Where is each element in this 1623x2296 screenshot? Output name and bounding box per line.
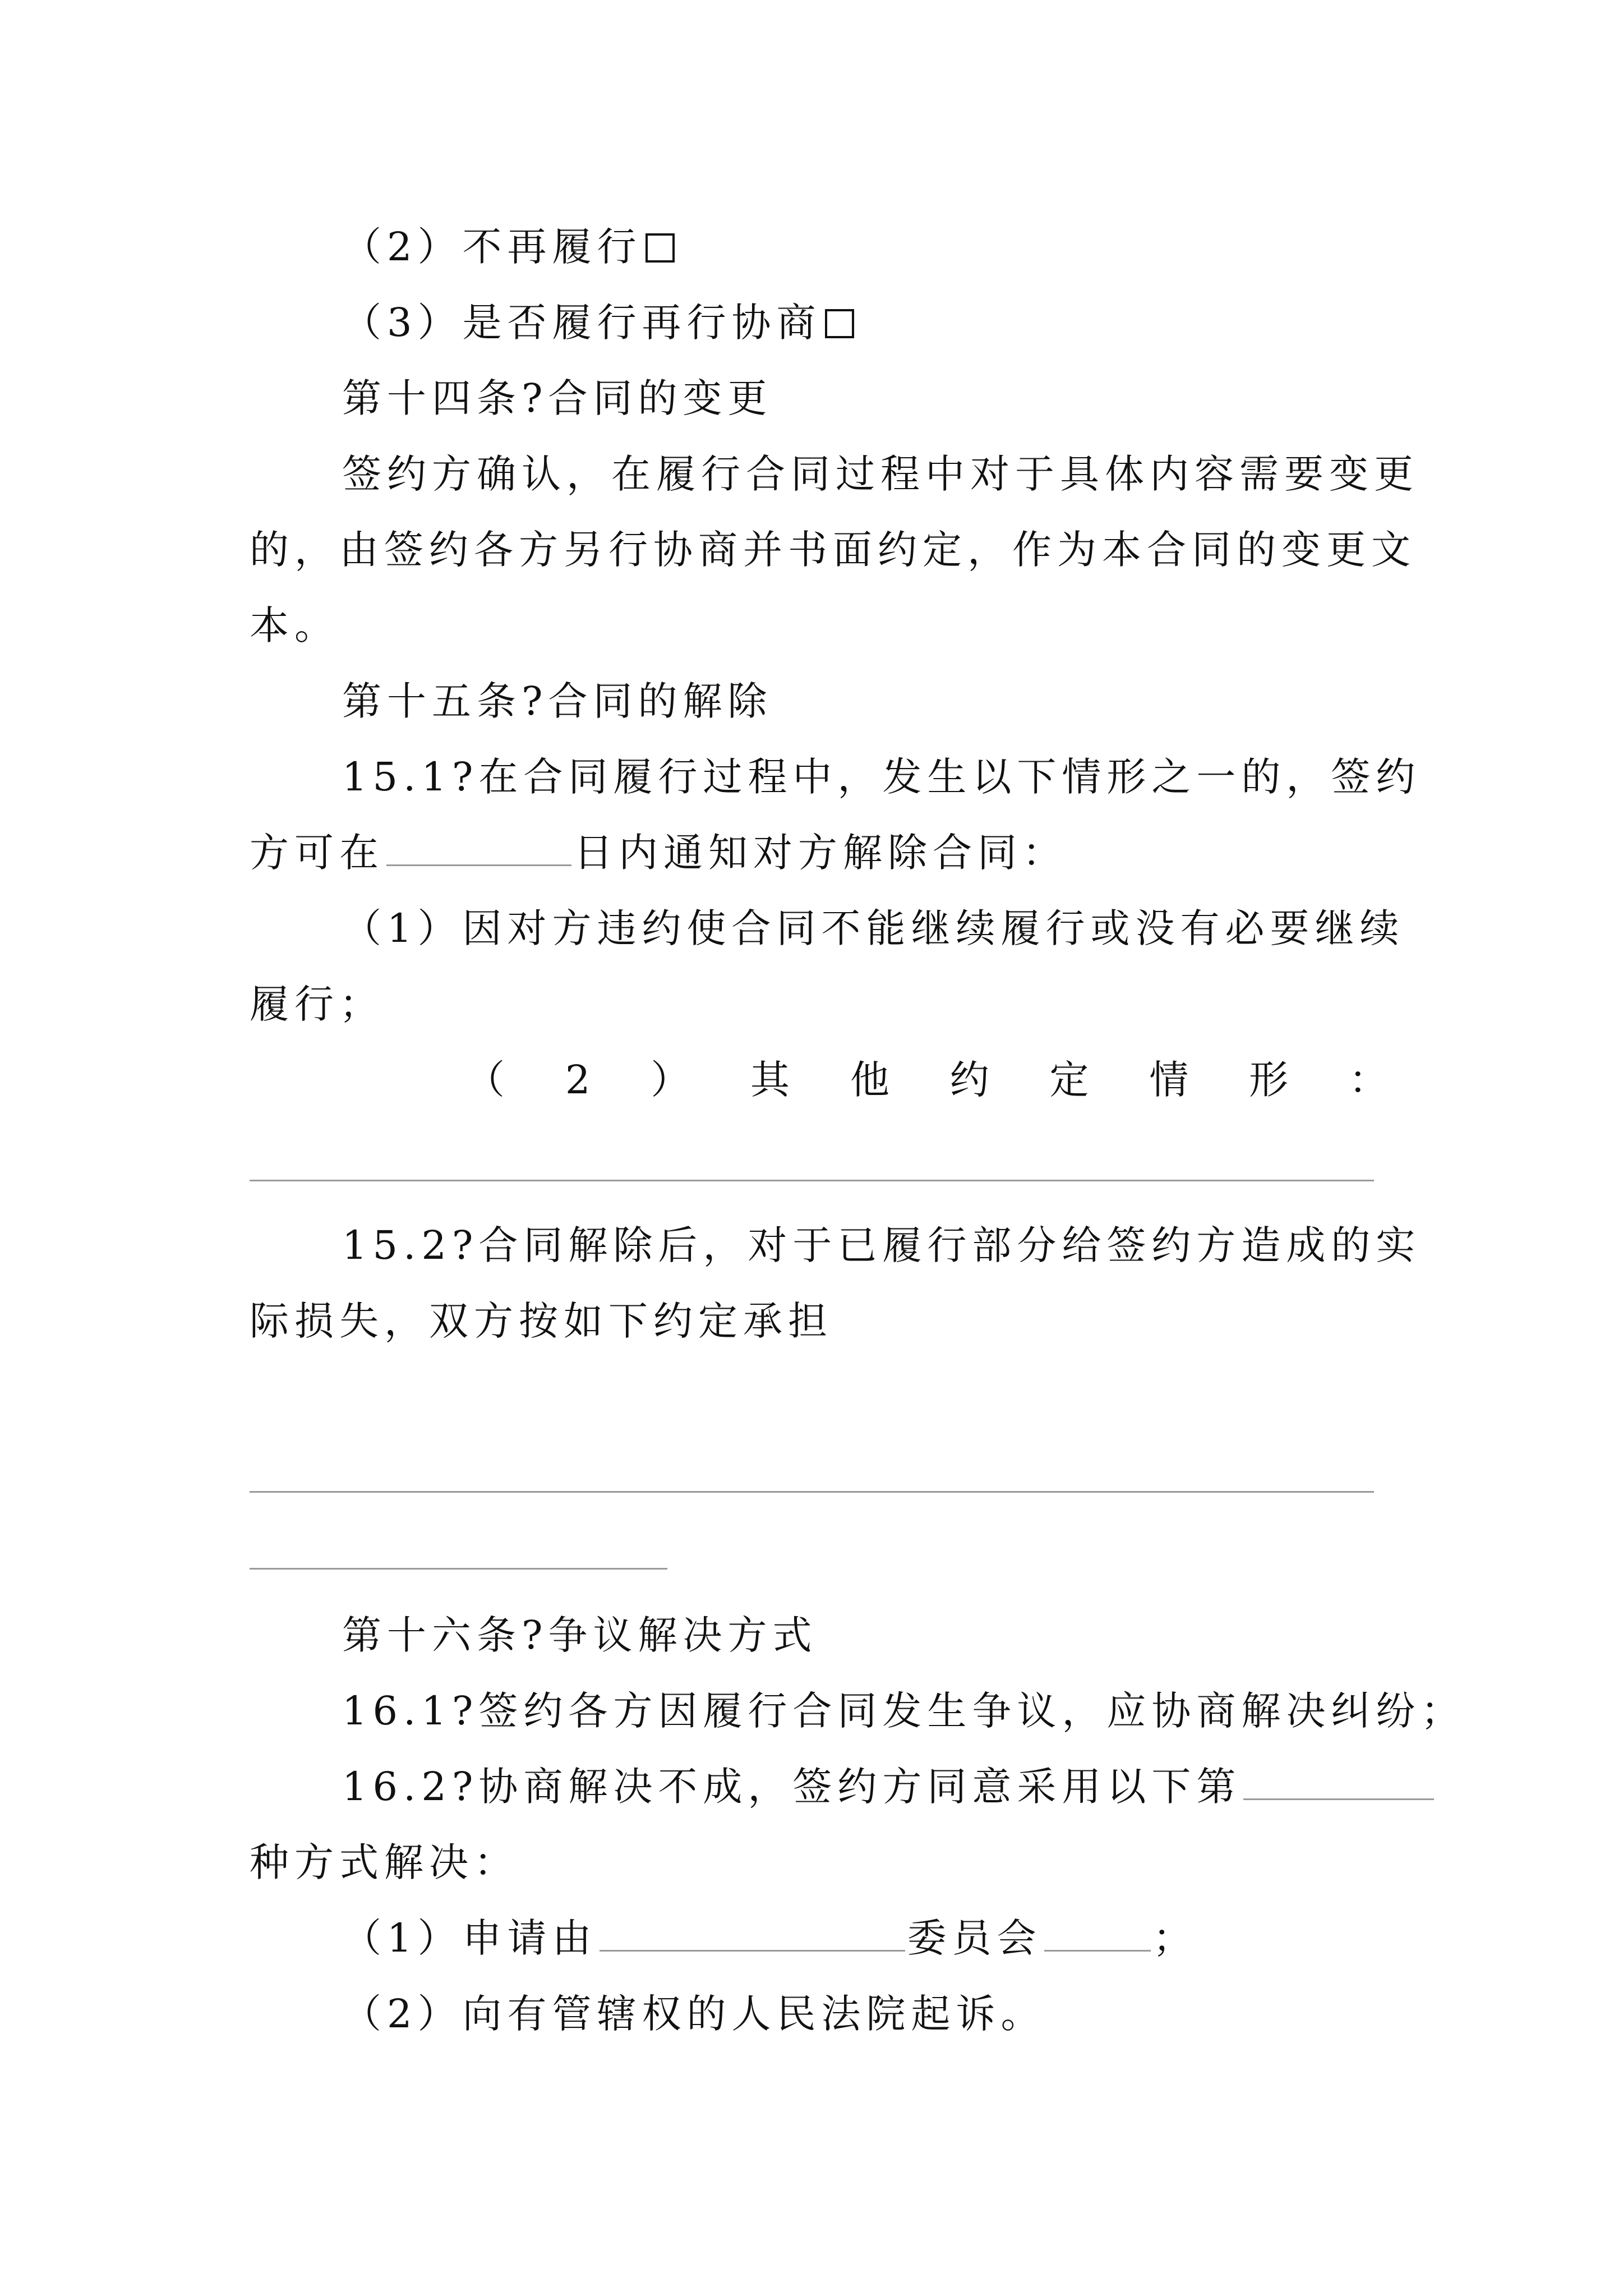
clause-15-1-line [250, 827, 1388, 878]
option-text: 委员会 [907, 1915, 1042, 1961]
justified-char: 他 [850, 1057, 889, 1103]
clause-16-option-2: （2）向有管辖权的人民法院起诉。 [342, 1991, 1046, 2037]
clause-16-2-line: 种方式解决： [250, 1839, 519, 1885]
option-no-longer-perform [342, 222, 1388, 272]
clause-15-1-line: 15.1?在合同履行过程中，发生以下情形之一的，签约 [342, 754, 1421, 800]
justified-char: 其 [750, 1057, 790, 1103]
option-text: ； [1152, 1915, 1198, 1961]
clause-15-2-line: 15.2?合同解除后，对于已履行部分给签约方造成的实 [342, 1222, 1421, 1268]
arbitration-body-blank[interactable] [600, 1915, 905, 1952]
clause-15-1-option-2 [465, 1055, 1388, 1105]
option-text: （3）是否履行再行协商 [342, 300, 822, 346]
fill-in-line[interactable] [250, 1491, 1374, 1493]
justified-char: ： [1349, 1057, 1388, 1103]
article-14-paragraph-line: 的，由签约各方另行协商并书面约定，作为本合同的变更文 [250, 527, 1416, 573]
arbitration-detail-blank[interactable] [1044, 1915, 1151, 1952]
option-text: （1）申请由 [342, 1915, 597, 1961]
justified-char: 约 [949, 1057, 989, 1103]
clause-text: 16.2?协商解决不成，签约方同意采用以下第 [342, 1764, 1242, 1810]
option-text: （2）不再履行 [342, 224, 642, 270]
method-number-blank[interactable] [1243, 1764, 1434, 1800]
article-15-title: 第十五条?合同的解除 [342, 678, 773, 724]
clause-15-1-option-1-line: 履行； [250, 981, 384, 1027]
justified-char: 形 [1249, 1057, 1289, 1103]
checkbox[interactable] [825, 309, 854, 338]
days-blank[interactable] [386, 830, 571, 866]
clause-16-1: 16.1?签约各方因履行合同发生争议，应协商解决纠纷； [342, 1688, 1466, 1734]
clause-text: 日内通知对方解除合同： [574, 830, 1067, 876]
justified-char: 情 [1149, 1057, 1189, 1103]
justified-char: 2 [565, 1057, 591, 1103]
justified-char: （ [465, 1057, 505, 1103]
checkbox[interactable] [645, 233, 675, 263]
article-14-title: 第十四条?合同的变更 [342, 375, 773, 421]
fill-in-line[interactable] [250, 1568, 667, 1570]
clause-16-2-line [342, 1761, 1388, 1812]
option-renegotiate [342, 297, 1388, 348]
clause-text: 方可在 [250, 830, 384, 876]
article-16-title: 第十六条?争议解决方式 [342, 1612, 818, 1658]
justified-char: ） [651, 1057, 690, 1103]
fill-in-line[interactable] [250, 1180, 1374, 1181]
article-14-paragraph-line: 签约方确认，在履行合同过程中对于具体内容需要变更 [342, 451, 1419, 497]
article-14-paragraph-line: 本。 [250, 602, 339, 648]
clause-16-option-1 [342, 1913, 1388, 1963]
justified-char: 定 [1049, 1057, 1089, 1103]
clause-15-2-line: 际损失，双方按如下约定承担 [250, 1298, 833, 1344]
clause-15-1-option-1-line: （1）因对方违约使合同不能继续履行或没有必要继续 [342, 905, 1405, 951]
